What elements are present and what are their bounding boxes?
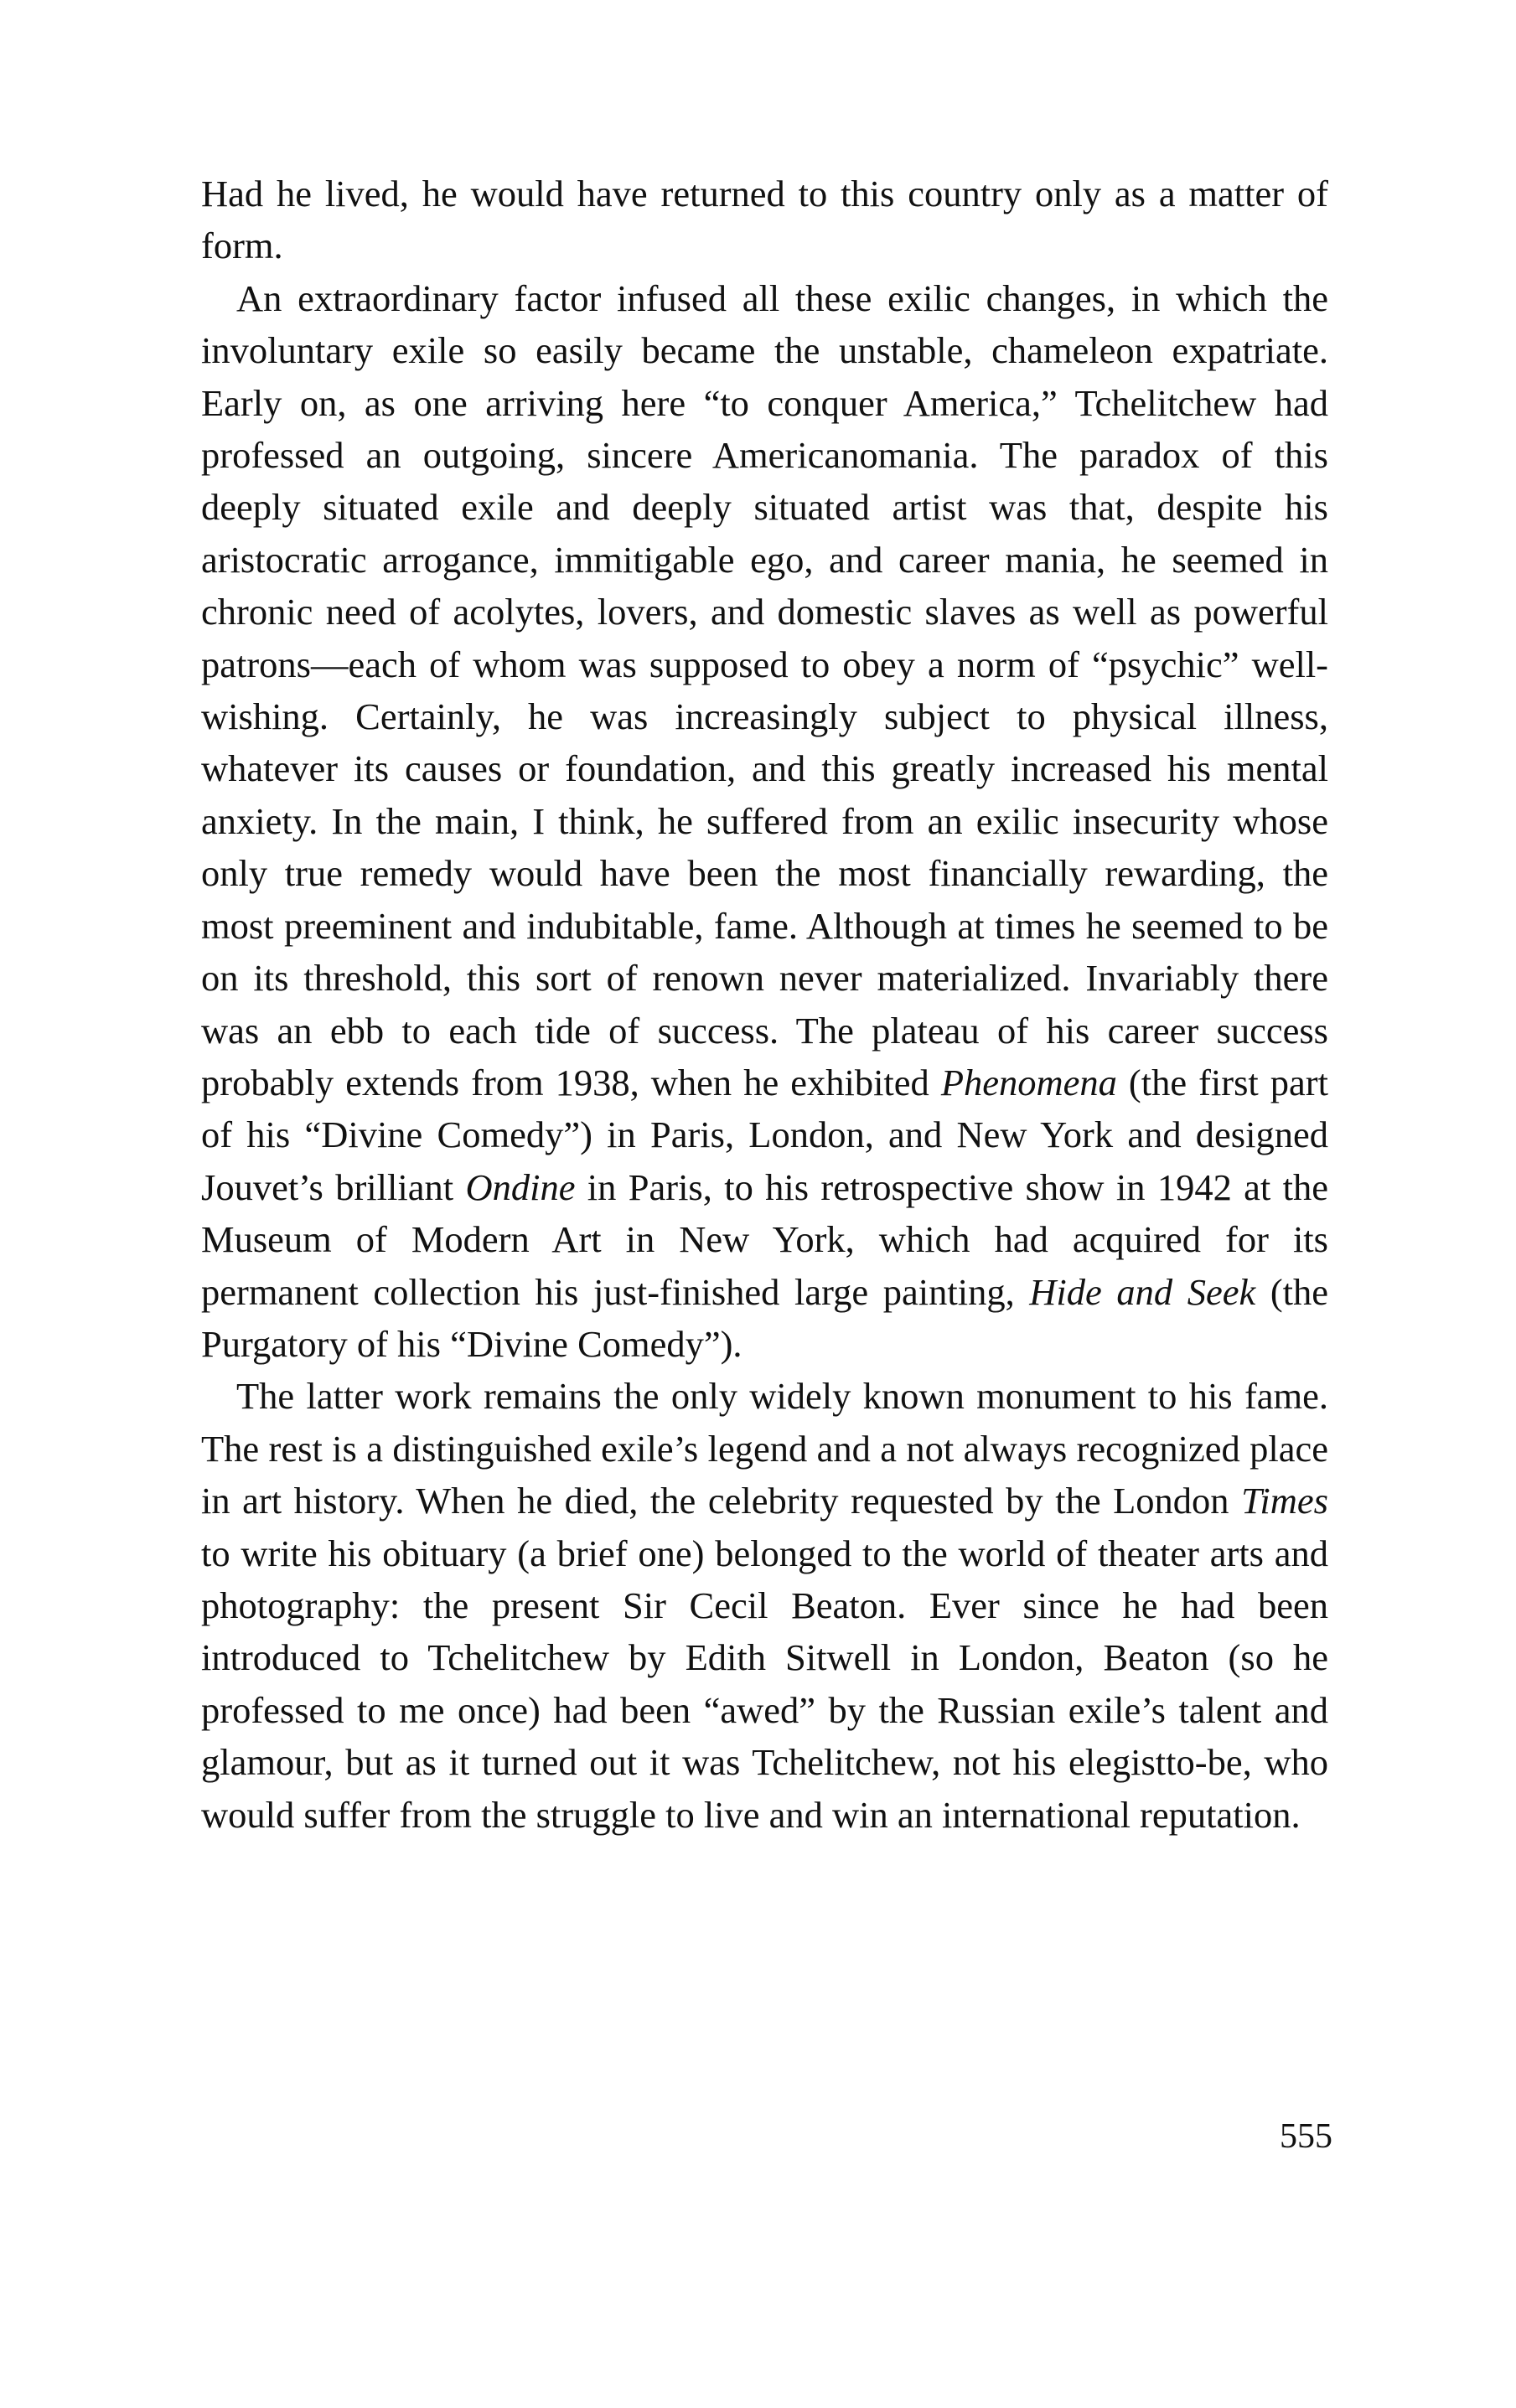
paragraph-3-text: The latter work remains the only widely known monument to his fame. The rest is a distinguished exile’s legend and a not always recognized place in art history. When he died, the celebrity requested by the London [201,1375,1328,1522]
page-number: 555 [1280,2117,1332,2156]
paragraph-2-text: (the first part of his “Divine Comedy”) in Paris, London, and New York and designed Jouvet’s brilliant [201,1061,1328,1208]
title-ondine: Ondine [465,1165,576,1208]
title-phenomena: Phenomena [940,1061,1117,1103]
title-times: Times [1241,1480,1328,1522]
paragraph-1-text: Had he lived, he would have returned to this country only as a matter of form. [201,173,1328,267]
paragraph-3-text: to write his obituary (a brief one) belonged to the world of theater arts and photography: the present Sir Cecil Beaton. Ever since he had been introduced to Tchelitchew by Edith Sitwell in London, Beaton (so he professed to me once) had been “awed” by the Russian exile’s talent and glamour, but as it turned out it was Tchelitchew, not his elegistto-be, who would suffer from the struggle to live and win an international reputation. [201,1532,1328,1836]
paragraph-2-text: (the Purgatory of his “Divine Comedy”). [201,1270,1329,1365]
paragraph-3 [201,1370,1328,1841]
paragraph-1 [201,168,1328,272]
body-text [201,168,1328,1841]
title-hide-and-seek: Hide and Seek [1029,1270,1256,1313]
paragraph-2-text: in Paris, to his retrospective show in 1942 at the Museum of Modern Art in New York, which had acquired for its permanent collection his just-finished large painting, [201,1165,1328,1313]
paragraph-2-text: An extraordinary factor infused all these exilic changes, in which the involuntary exile so easily became the unstable, chameleon expatriate. Early on, as one arriving here “to conquer America,” Tchelitchew had professed an outgoing, sincere Americanomania. The paradox of this deeply situated exile and deeply situated artist was that, despite his aristocratic arrogance, immitigable ego, and career mania, he seemed in chronic need of acolytes, lovers, and domestic slaves as well as powerful patrons—each of whom was supposed to obey a norm of “psychic” well-wishing. Certainly, he was increasingly subject to physical illness, whatever its causes or foundation, and this greatly increased his mental anxiety. In the main, I think, he suffered from an exilic insecurity whose only true remedy would have been the most financially rewarding, the most preeminent and indubitable, fame. Although at times he seemed to be on its threshold, this sort of renown never materialized. Invariably there was an ebb to each tide of success. The plateau of his career success probably extends from 1938, when he exhibited [201,276,1328,1103]
paragraph-2 [201,272,1328,1371]
